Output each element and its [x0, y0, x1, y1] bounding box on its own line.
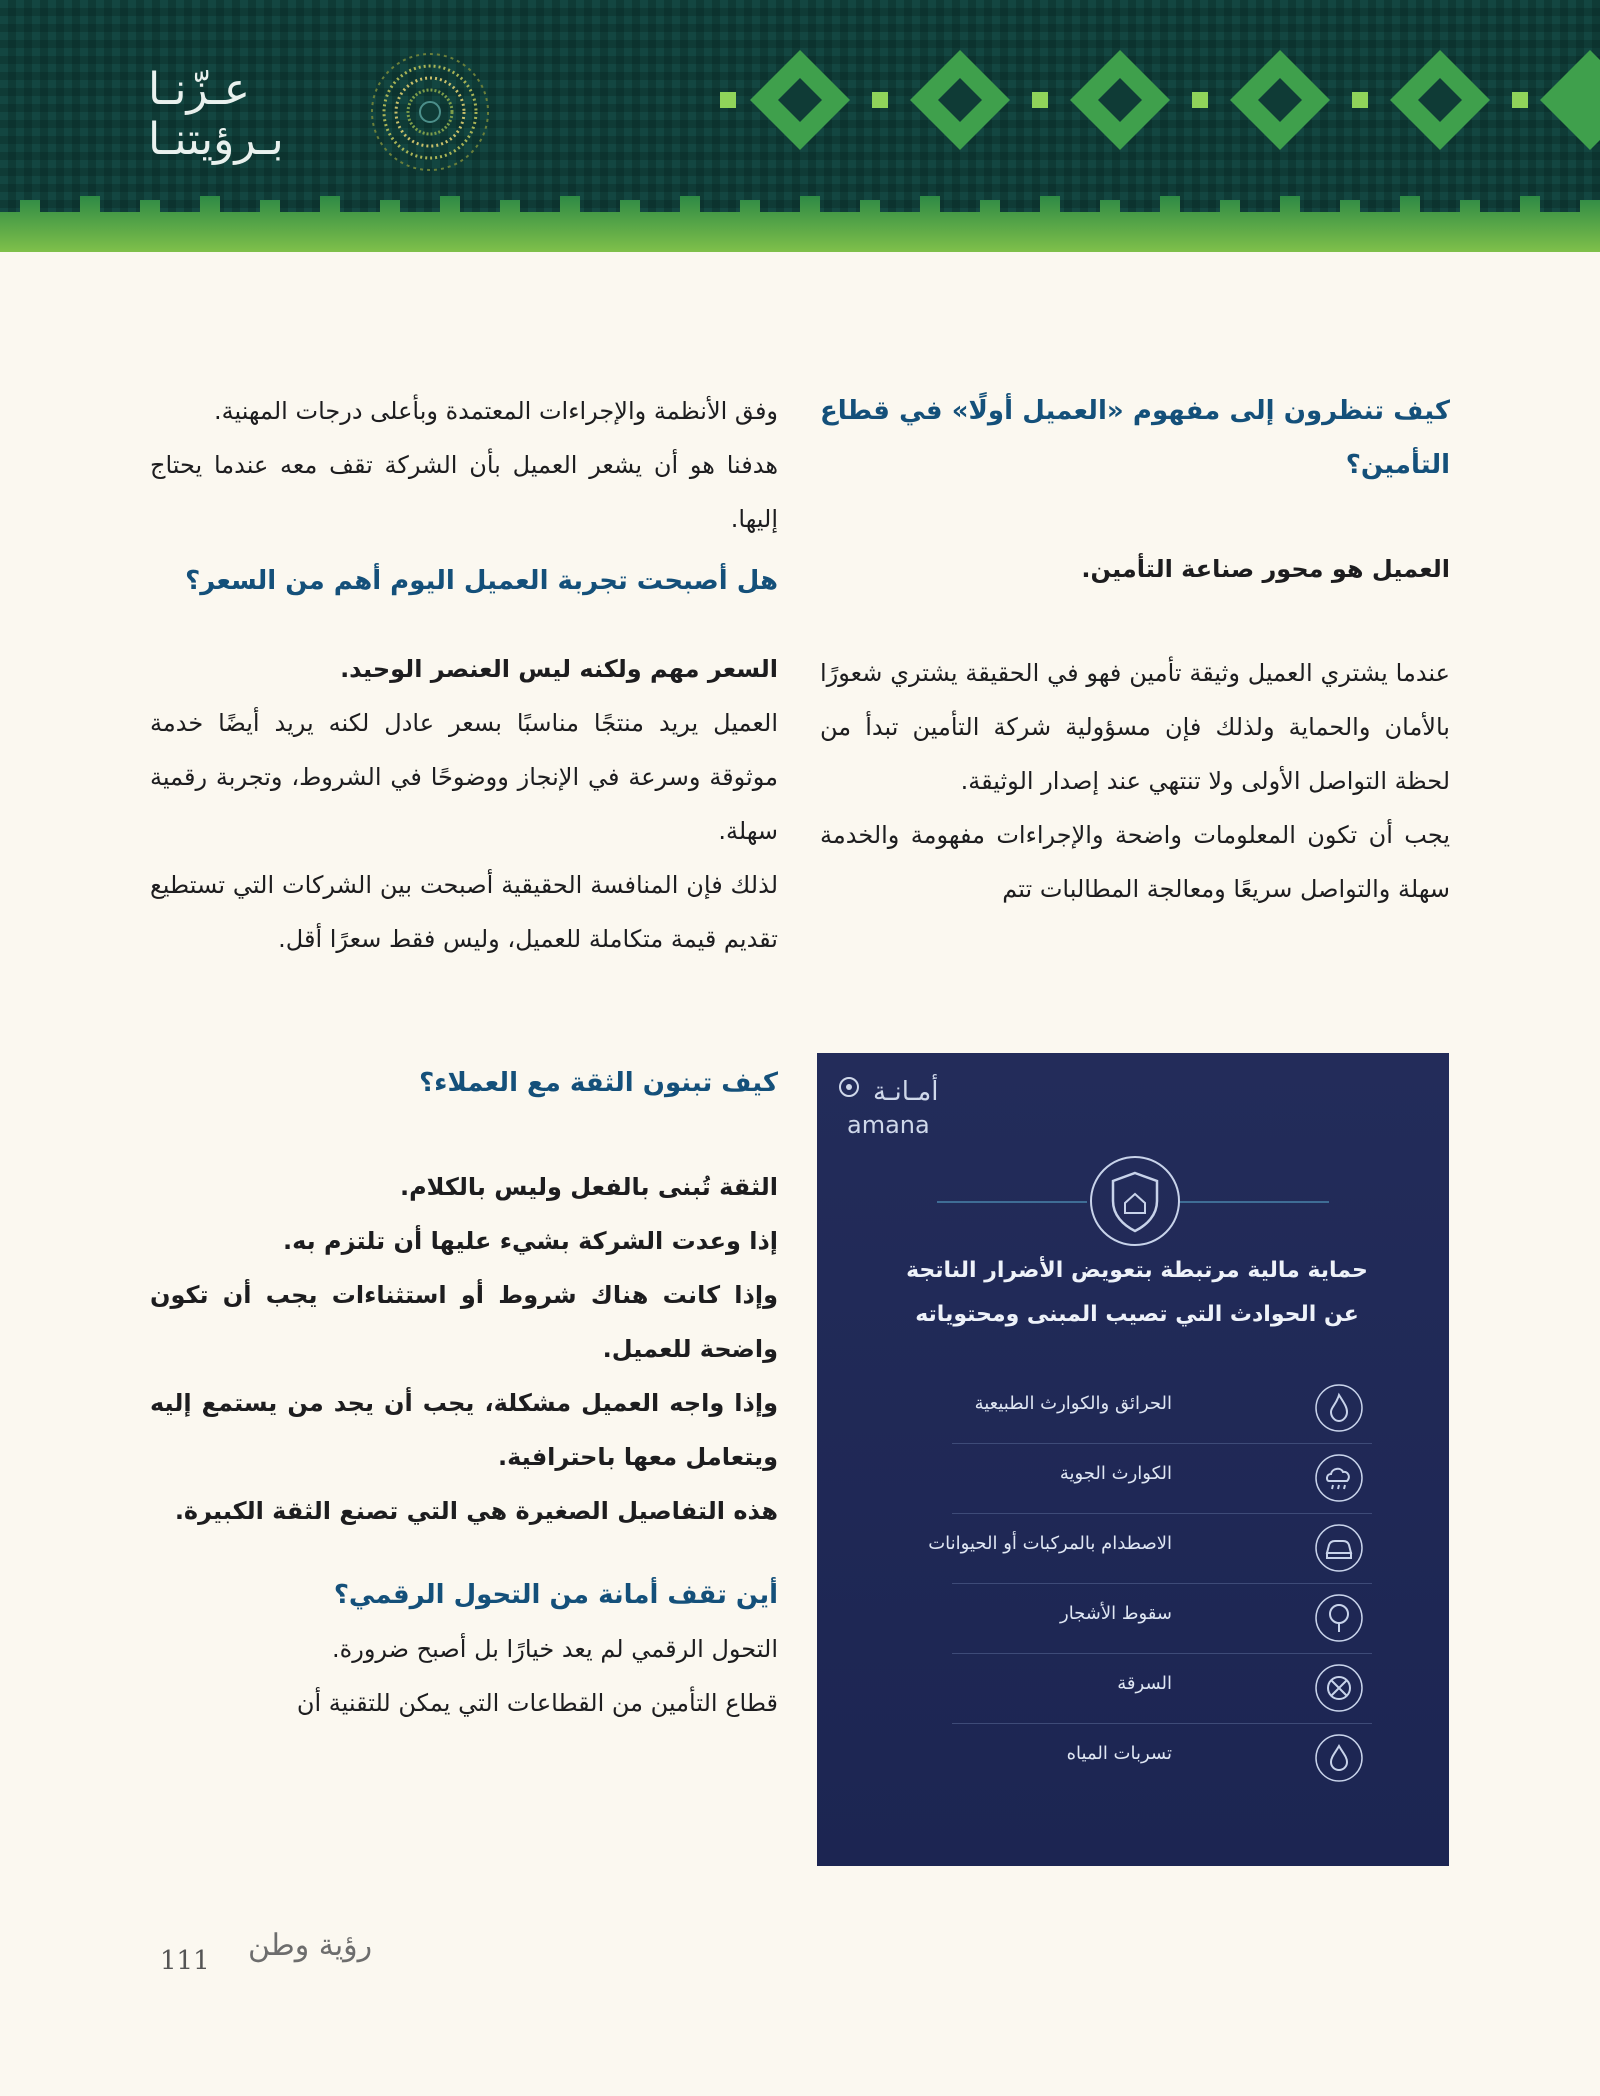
article-right-column — [820, 384, 1450, 916]
fire-icon — [1314, 1383, 1364, 1433]
paragraph-clear-information: يجب أن تكون المعلومات واضحة والإجراءات مفهومة والخدمة سهلة والتواصل سريعًا ومعالجة المطالبات تتم — [820, 821, 1450, 903]
amana-logo-english: amana — [847, 1111, 930, 1139]
amana-logo-arabic: أمـانـة — [873, 1077, 939, 1107]
water-drop-icon — [1314, 1733, 1364, 1783]
paragraph-real-competition: لذلك فإن المنافسة الحقيقية أصبحت بين الشركات التي تستطيع تقديم قيمة متكاملة للعميل، وليس فقط سعرًا أقل. — [150, 871, 778, 953]
panel-title: حماية مالية مرتبطة بتعويض الأضرار الناتجة عن الحوادث التي تصيب المبنى ومحتوياته — [906, 1258, 1368, 1327]
trust-line-4: وإذا واجه العميل مشكلة، يجب أن يجد من يستمع إليه ويتعامل معها باحترافية. — [150, 1389, 778, 1471]
peril-item — [952, 1653, 1372, 1724]
peril-label: السرقة — [1117, 1673, 1172, 1694]
peril-label: الكوارث الجوية — [1059, 1463, 1172, 1484]
answer-lead-customer-axis: العميل هو محور صناعة التأمين. — [1081, 555, 1450, 583]
paragraph-our-goal: هدفنا هو أن يشعر العميل بأن الشركة تقف معه عندما يحتاج إليها. — [150, 451, 778, 533]
storm-cloud-icon — [1314, 1453, 1364, 1503]
answer-lead-price: السعر مهم ولكنه ليس العنصر الوحيد. — [340, 655, 778, 683]
page-header-banner — [0, 0, 1600, 252]
paragraph-insurance-feeling: عندما يشتري العميل وثيقة تأمين فهو في الحقيقة يشتري شعورًا بالأمان والحماية ولذلك فإن مسؤولية شركة التأمين تبدأ من لحظة التواصل الأولى ولا تنتهي عند إصدار الوثيقة. — [820, 659, 1450, 795]
peril-label: الحرائق والكوارث الطبيعية — [974, 1393, 1172, 1414]
tree-icon — [1314, 1593, 1364, 1643]
trust-line-2: إذا وعدت الشركة بشيء عليها أن تلتزم به. — [283, 1227, 778, 1255]
question-building-trust: كيف تبنون الثقة مع العملاء؟ — [419, 1068, 778, 1098]
question-experience-vs-price: هل أصبحت تجربة العميل اليوم أهم من السعر؟ — [185, 566, 778, 596]
magazine-logo: رؤية وطن — [248, 1928, 373, 1963]
shield-home-icon — [1087, 1153, 1183, 1249]
trust-line-1: الثقة تُبنى بالفعل وليس بالكلام. — [399, 1173, 778, 1201]
page-number: 111 — [160, 1946, 210, 1976]
peril-item — [952, 1443, 1372, 1514]
amana-property-insurance-panel — [817, 1053, 1449, 1866]
paragraph-customer-wants: العميل يريد منتجًا مناسبًا بسعر عادل لكنه يريد أيضًا خدمة موثوقة وسرعة في الإنجاز ووضوحًا في الشروط، وتجربة رقمية سهلة. — [150, 709, 778, 845]
question-customer-first: كيف تنظرون إلى مفهوم «العميل أولًا» في قطاع التأمين؟ — [820, 396, 1450, 480]
peril-item — [928, 1513, 1372, 1584]
trust-line-5: هذه التفاصيل الصغيرة هي التي تصنع الثقة الكبيرة. — [174, 1497, 778, 1525]
theft-icon — [1314, 1663, 1364, 1713]
paragraph-continuation: وفق الأنظمة والإجراءات المعتمدة وبأعلى درجات المهنية. — [213, 397, 778, 425]
paragraph-digital-necessity: التحول الرقمي لم يعد خيارًا بل أصبح ضرورة. — [332, 1635, 778, 1663]
car-icon — [1314, 1523, 1364, 1573]
peril-label: تسربات المياه — [1066, 1743, 1172, 1764]
peril-item — [952, 1373, 1372, 1444]
peril-item — [952, 1723, 1372, 1793]
paragraph-insurance-sector-tech: قطاع التأمين من القطاعات التي يمكن للتقنية أن — [296, 1689, 778, 1717]
peril-label: سقوط الأشجار — [1060, 1603, 1172, 1624]
trust-line-3: وإذا كانت هناك شروط أو استثناءات يجب أن تكون واضحة للعميل. — [150, 1281, 778, 1363]
brand-slogan-line1: عـزّنـا — [148, 64, 250, 115]
divider-right — [1179, 1201, 1329, 1203]
brand-slogan-line2: بـرؤيتنـا — [148, 114, 284, 165]
divider-left — [937, 1201, 1087, 1203]
peril-item — [952, 1583, 1372, 1654]
peril-label: الاصطدام بالمركبات أو الحيوانات — [928, 1533, 1172, 1554]
article-left-column — [150, 384, 778, 1730]
question-digital-transformation: أين تقف أمانة من التحول الرقمي؟ — [333, 1580, 778, 1610]
